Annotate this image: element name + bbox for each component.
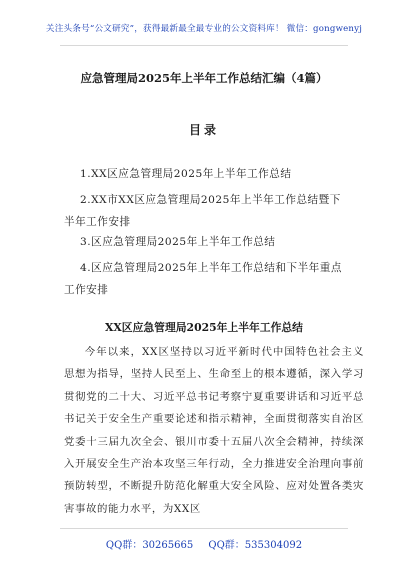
toc-item-2-text: 2.XX市XX区应急管理局2025年上半年工作总结暨下 bbox=[80, 194, 341, 206]
toc-item-3 bbox=[80, 231, 364, 253]
section-title: XX区应急管理局2025年上半年工作总结 bbox=[105, 321, 303, 334]
header-divider bbox=[60, 45, 348, 46]
footer bbox=[0, 536, 408, 551]
toc-item-4 bbox=[64, 257, 364, 301]
toc-item-2 bbox=[64, 189, 364, 233]
body-paragraph: 今年以来，XX区坚持以习近平新时代中国特色社会主义思想为指导，坚持人民至上、生命至上的根本遵循，深入学习贯彻党的二十大、习近平总书记考察宁夏重要讲话和习近平总书记关于安全生产重要论述和指示精神，全面贯彻落实自治区党委十三届九次全会、银川市委十五届八次全会精神，持续深入开展安全生产治本攻坚三年行动，全力推进安全治理向事前预防转型，不断提升防范化解重大安全风险、应对处置各类灾害事故的能力水平，为XX区 bbox=[64, 346, 364, 515]
toc-item-2-continuation: 半年工作安排 bbox=[64, 216, 131, 228]
toc-heading: 目录 bbox=[188, 123, 219, 137]
toc-item-1-text: 1.XX区应急管理局2025年上半年工作总结 bbox=[80, 168, 292, 180]
footer-divider bbox=[60, 528, 348, 529]
toc-item-4-continuation: 工作安排 bbox=[64, 284, 109, 296]
footer-qq-group-1: QQ群：30265665 bbox=[105, 540, 194, 551]
toc-item-1 bbox=[80, 163, 364, 185]
footer-qq-group-2: QQ群：535304092 bbox=[208, 540, 303, 551]
toc-item-3-text: 3.区应急管理局2025年上半年工作总结 bbox=[80, 236, 276, 248]
header-banner: 关注头条号“公文研究”，获得最新最全最专业的公文资料库！ 微信：gongwenyj bbox=[45, 24, 363, 34]
toc-item-4-text: 4.区应急管理局2025年上半年工作总结和下半年重点 bbox=[80, 262, 342, 274]
document-title: 应急管理局2025年上半年工作总结汇编（4篇） bbox=[80, 71, 328, 85]
